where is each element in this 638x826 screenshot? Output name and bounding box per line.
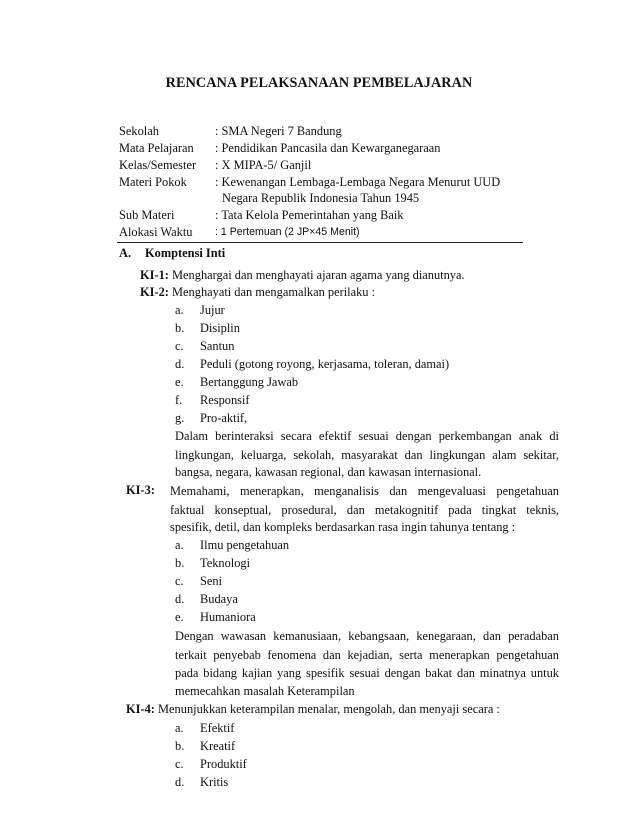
list-text: Teknologi (200, 556, 251, 570)
paragraph-line: Memahami, menerapkan, menganalisis dan mengevaluasi pengetahuan (170, 484, 559, 498)
list-text: Responsif (200, 393, 250, 407)
list-letter: a. (175, 721, 184, 735)
paragraph-line: faktual konseptual, prosedural, dan metakognitif pada tingkat teknis, (170, 502, 559, 517)
ki2-line (140, 284, 375, 301)
ki1-label: KI-1: (140, 268, 169, 282)
ki3-label: KI-3: (126, 483, 155, 497)
ki2-label: KI-2: (140, 285, 169, 299)
paragraph-line: pada bidang kajian yang spesifik sesuai dengan bakat dan minatnya untuk (175, 666, 559, 681)
paragraph-line: Dalam berinteraksi secara efektif sesuai dengan perkembangan anak di (175, 429, 559, 443)
list-letter: b. (175, 556, 185, 570)
list-text: Kreatif (200, 739, 236, 753)
identity-value: : Tata Kelola Pemerintahan yang Baik (215, 208, 404, 222)
list-text: Kritis (200, 775, 229, 789)
horizontal-rule (117, 242, 523, 243)
list-letter: g. (175, 411, 185, 425)
list-text: Seni (200, 574, 223, 588)
paragraph-last-line: bangsa, negara, kawasan regional, dan kawasan internasional. (175, 465, 482, 479)
identity-label: Alokasi Waktu (119, 225, 193, 239)
identity-value: : Pendidikan Pancasila dan Kewarganegaraan (215, 141, 441, 155)
list-letter: a. (175, 538, 184, 552)
identity-label: Kelas/Semester (119, 158, 197, 172)
paragraph-last-line: memecahkan masalah Keterampilan (175, 684, 355, 698)
identity-label: Sub Materi (119, 208, 175, 222)
list-letter: d. (175, 357, 185, 371)
list-letter: b. (175, 739, 185, 753)
identity-label: Materi Pokok (119, 175, 187, 189)
list-text: Jujur (200, 303, 225, 317)
ki3-paragraph (170, 482, 559, 519)
identity-label: Mata Pelajaran (119, 141, 194, 155)
paragraph-line: Dengan wawasan kemanusiaan, kebangsaan, kenegaraan, dan peradaban (175, 629, 559, 643)
identity-value: : 1 Pertemuan (2 JP×45 Menit) (215, 226, 360, 238)
ki1-line (140, 267, 465, 284)
list-letter: b. (175, 321, 185, 335)
identity-label: Sekolah (119, 124, 159, 138)
ki4-line (126, 701, 500, 718)
ki4-text: Menunjukkan keterampilan menalar, mengolah, dan menyaji secara : (158, 702, 500, 716)
section-letter: A. (119, 246, 132, 260)
paragraph-line: terkait penyebab fenomena dan kejadian, serta menerapkan pengetahuan (175, 647, 559, 662)
list-text: Santun (200, 339, 235, 353)
ki2-paragraph (175, 427, 559, 464)
list-letter: e. (175, 375, 184, 389)
ki1-text: Menghargai dan menghayati ajaran agama yang dianutnya. (172, 268, 465, 282)
list-letter: f. (175, 393, 183, 407)
document-title: RENCANA PELAKSANAAN PEMBELAJARAN (165, 75, 473, 91)
list-letter: c. (175, 757, 184, 771)
list-letter: a. (175, 303, 184, 317)
list-letter: d. (175, 775, 185, 789)
list-text: Produktif (200, 757, 247, 771)
ki2-text: Menghayati dan mengamalkan perilaku : (172, 285, 376, 299)
list-letter: c. (175, 339, 184, 353)
ki4-label: KI-4: (126, 702, 155, 716)
list-text: Humaniora (200, 610, 256, 624)
list-letter: e. (175, 610, 184, 624)
list-text: Bertanggung Jawab (200, 375, 299, 389)
paragraph-line: lingkungan, keluarga, sekolah, masyarakat dan lingkungan alam sekitar, (175, 447, 559, 462)
list-text: Disiplin (200, 321, 240, 335)
section-heading (119, 246, 225, 261)
paragraph-last-line: spesifik, detil, dan kompleks berdasarkan rasa ingin tahunya tentang : (170, 520, 516, 534)
identity-value: : Kewenangan Lembaga-Lembaga Negara Menurut UUD (215, 175, 501, 189)
list-text: Budaya (200, 592, 238, 606)
identity-value: : SMA Negeri 7 Bandung (215, 124, 342, 138)
section-title: Komptensi Inti (145, 246, 226, 260)
list-text: Ilmu pengetahuan (200, 538, 290, 552)
identity-value-continued: Negara Republik Indonesia Tahun 1945 (222, 191, 420, 205)
identity-value: : X MIPA-5/ Ganjil (215, 158, 312, 172)
list-letter: c. (175, 574, 184, 588)
list-text: Peduli (gotong royong, kerjasama, toleran, damai) (200, 357, 450, 371)
list-text: Pro-aktif, (200, 411, 248, 425)
list-letter: d. (175, 592, 185, 606)
list-text: Efektif (200, 721, 235, 735)
ki3-closing-paragraph (175, 627, 559, 683)
